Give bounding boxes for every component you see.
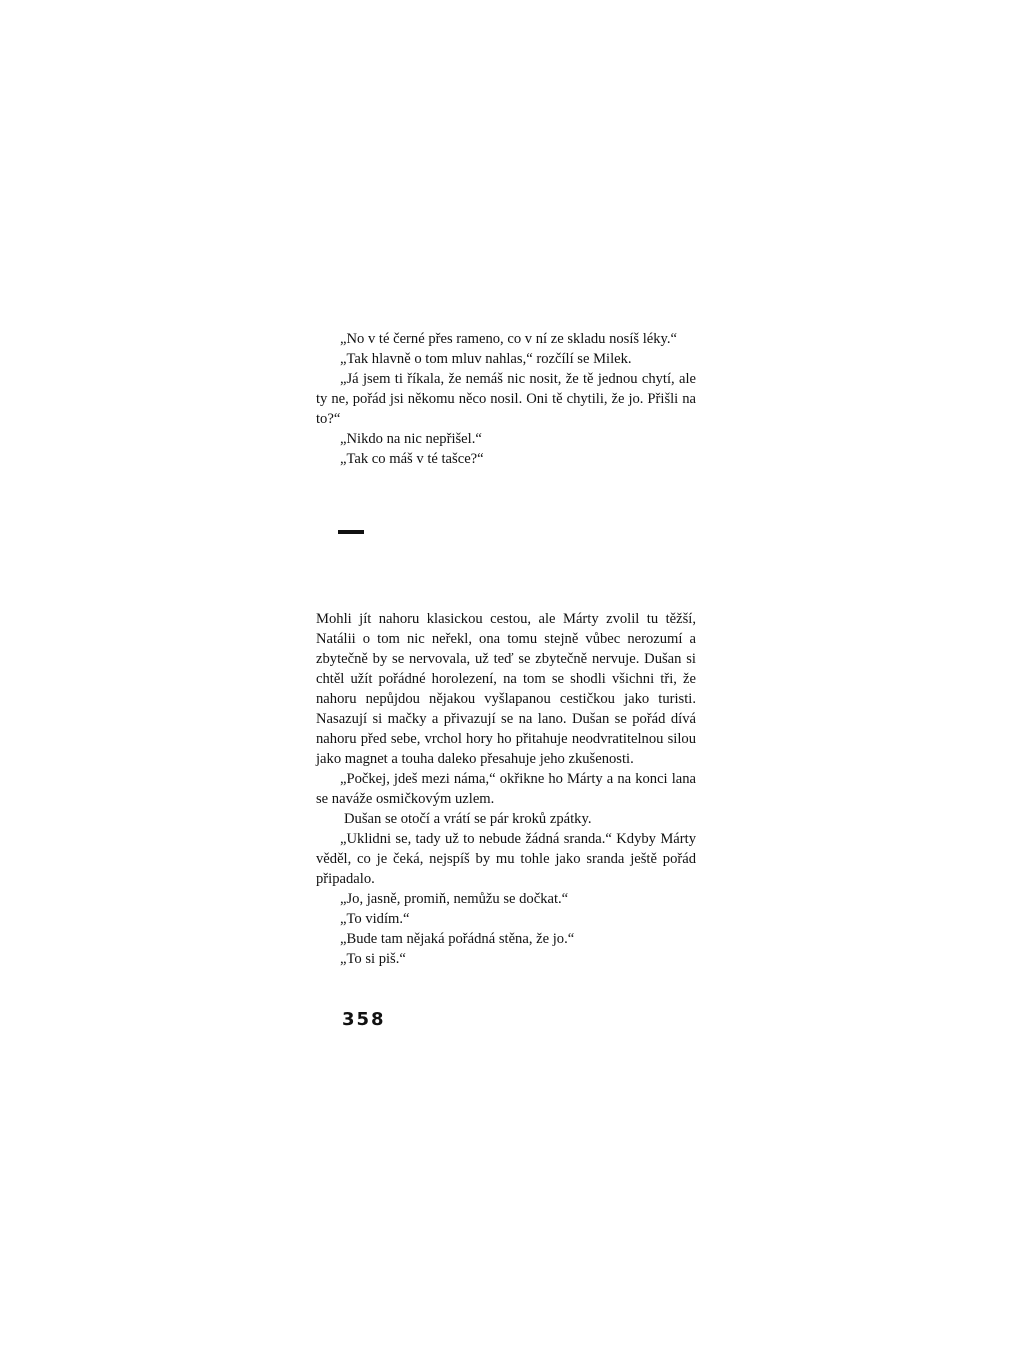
paragraph: „Uklidni se, tady už to nebude žádná sranda.“ Kdyby Márty věděl, co je čeká, nejspíš by mu tohle jako sranda ještě pořád připadalo. [316, 831, 696, 887]
scene-break-divider [338, 530, 364, 534]
paragraph: „Počkej, jdeš mezi náma,“ okřikne ho Márty a na konci lana se naváže osmičkovým uzlem. [316, 771, 696, 807]
paragraph: Dušan se otočí a vrátí se pár kroků zpátky. [344, 811, 592, 827]
dialogue-line: „Tak hlavně o tom mluv nahlas,“ rozčílí se Milek. [340, 351, 632, 367]
paragraph: „Jo, jasně, promiň, nemůžu se dočkat.“ [340, 891, 569, 907]
paragraph: „To si piš.“ [340, 951, 406, 967]
dialogue-line: „Nikdo na nic nepřišel.“ [340, 431, 482, 447]
narrative-section [316, 609, 696, 969]
dialogue-line: „Já jsem ti říkala, že nemáš nic nosit, že tě jednou chytí, ale ty ne, pořád jsi někomu něco nosil. Oni tě chytili, že jo. Přišli na to?“ [316, 371, 696, 427]
dialogue-line: „No v té černé přes rameno, co v ní ze skladu nosíš léky.“ [340, 331, 678, 347]
dialogue-line: „Tak co máš v té tašce?“ [340, 451, 484, 467]
dialogue-section [316, 329, 696, 469]
paragraph: „Bude tam nějaká pořádná stěna, že jo.“ [340, 931, 575, 947]
page-number: 358 [342, 1009, 386, 1030]
opening-paragraph: Mohli jít nahoru klasickou cestou, ale Márty zvolil tu těžší, Natálii o tom nic neřekl, ona tomu stejně vůbec nerozumí a zbytečně by se nervovala, už teď se zbytečně nervuje. Dušan si chtěl užít pořádné horolezení, na tom se shodli všichni tři, že nahoru nepůjdou nějakou vyšlapanou cestičkou jako turisti. Nasazují si mačky a přivazují se na lano. Dušan se pořád dívá nahoru před sebe, vrchol hory ho přitahuje neodvratitelnou silou jako magnet a touha daleko přesahuje jeho zkušenosti. [316, 611, 696, 767]
paragraph: „To vidím.“ [340, 911, 410, 927]
